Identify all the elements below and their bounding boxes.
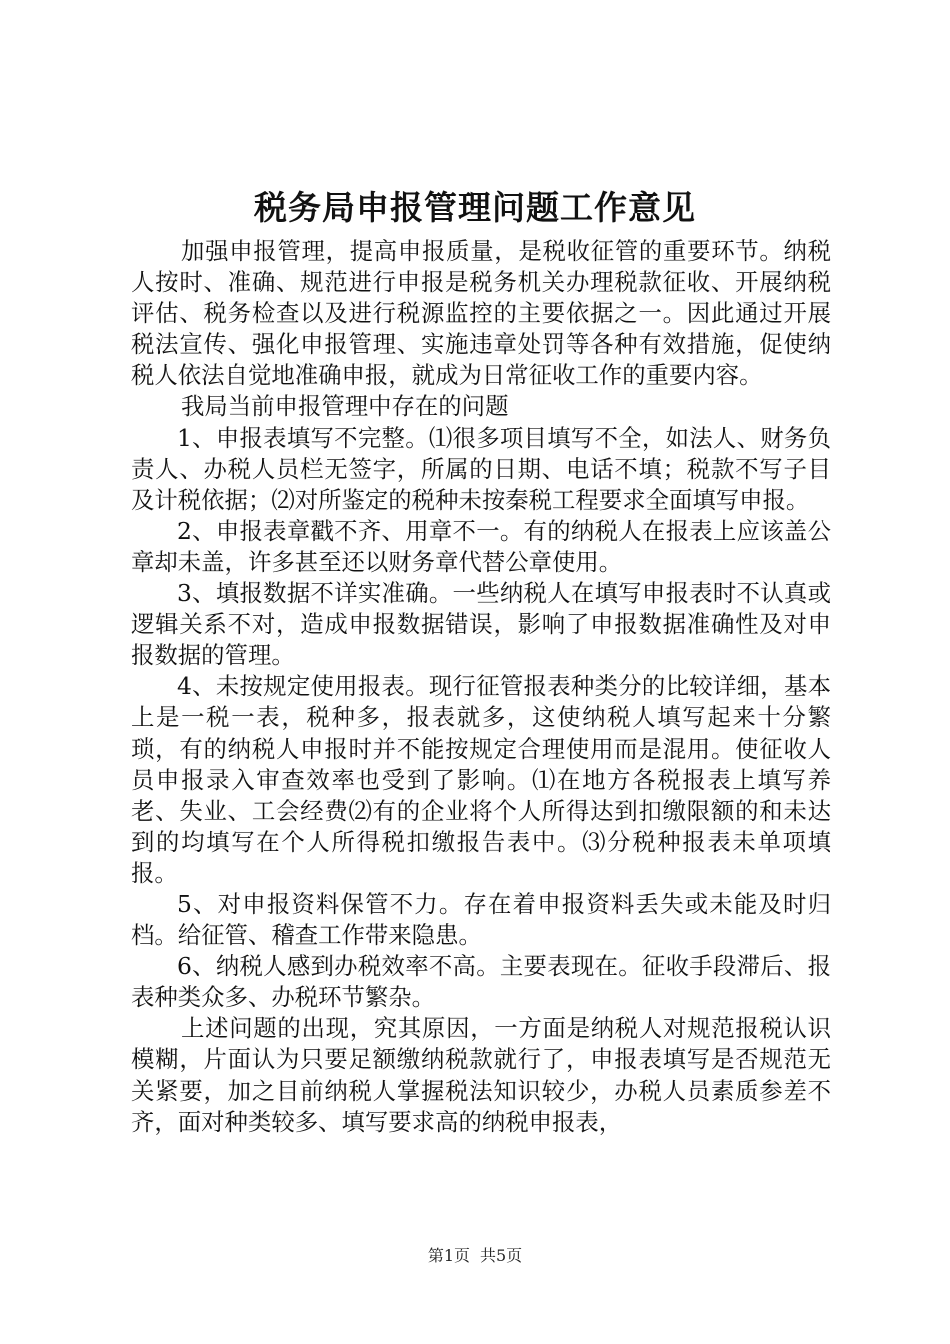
paragraph-item-4: 4、未按规定使用报表。现行征管报表种类分的比较详细，基本上是一税一表，税种多，报表就多，这使纳税人填写起来十分繁琐，有的纳税人申报时并不能按规定合理使用而是混用。使征收人员申报录入审查效率也受到了影响。⑴在地方各税报表上填写养老、失业、工会经费⑵有的企业将个人所得达到扣缴限额的和未达到的均填写在个人所得税扣缴报告表中。⑶分税种报表未单项填报。 [131,672,831,887]
paragraph-intro: 加强申报管理，提高申报质量，是税收征管的重要环节。纳税人按时、准确、规范进行申报是税务机关办理税款征收、开展纳税评估、税务检查以及进行税源监控的主要依据之一。因此通过开展税法宣传、强化申报管理、实施违章处罚等各种有效措施，促使纳税人依法自觉地准确申报，就成为日常征收工作的重要内容。 [131,237,831,390]
document-title: 税务局申报管理问题工作意见 [254,188,696,227]
paragraph-item-6: 6、纳税人感到办税效率不高。主要表现在。征收手段滞后、报表种类众多、办税环节繁杂。 [131,952,831,1012]
page-number-current: 第1页 [427,1246,470,1265]
page-number-total: 共5页 [480,1246,523,1265]
paragraph-item-5: 5、对申报资料保管不力。存在着申报资料丢失或未能及时归档。给征管、稽查工作带来隐患。 [131,889,831,950]
paragraph-item-3: 3、填报数据不详实准确。一些纳税人在填写申报表时不认真或逻辑关系不对，造成申报数据错误，影响了申报数据准确性及对申报数据的管理。 [131,579,831,670]
paragraph-item-2: 2、申报表章戳不齐、用章不一。有的纳税人在报表上应该盖公章却未盖，许多甚至还以财务章代替公章使用。 [131,516,831,576]
paragraph-analysis: 上述问题的出现，究其原因，一方面是纳税人对规范报税认识模糊，片面认为只要足额缴纳税款就行了，申报表填写是否规范无关紧要，加之目前纳税人掌握税法知识较少，办税人员素质参差不齐，面对种类较多、填写要求高的纳税申报表， [131,1014,831,1136]
paragraph-section-heading: 我局当前申报管理中存在的问题 [181,392,509,421]
document-body [131,236,831,1138]
paragraph-item-1: 1、申报表填写不完整。⑴很多项目填写不全，如法人、财务负责人、办税人员栏无签字，所属的日期、电话不填；税款不写子目及计税依据；⑵对所鉴定的税种未按秦税工程要求全面填写申报。 [131,423,831,514]
page-footer [0,1246,950,1266]
